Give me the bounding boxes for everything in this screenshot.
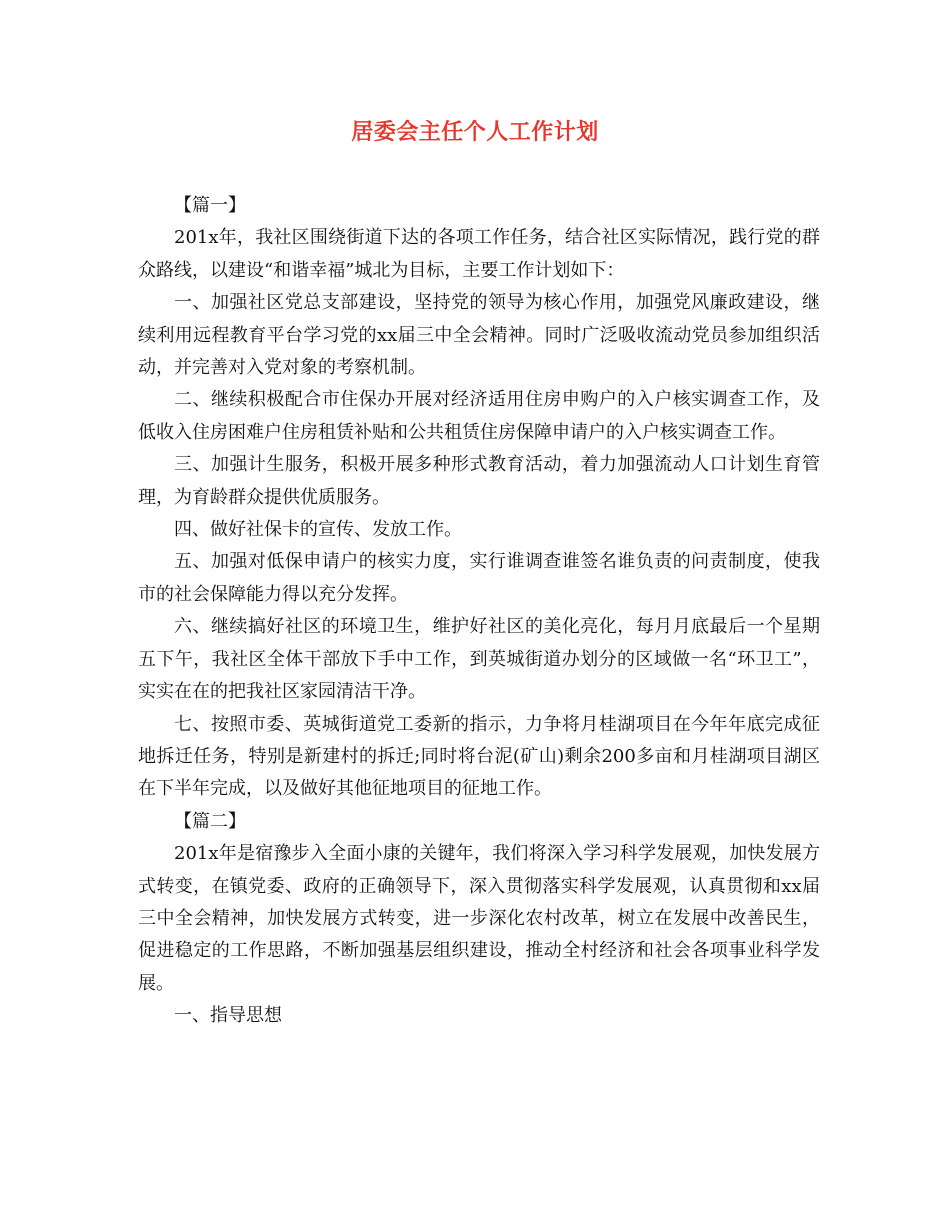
paragraph-item-1: 一、加强社区党总支部建设，坚持党的领导为核心作用，加强党风廉政建设，继续利用远程教育平台学习党的xx届三中全会精神。同时广泛吸收流动党员参加组织活动，并完善对入党对象的考察机制。: [138, 292, 820, 379]
paragraph-item-7: 七、按照市委、英城街道党工委新的指示，力争将月桂湖项目在今年年底完成征地拆迁任务，特别是新建村的拆迁;同时将台泥(矿山)剩余200多亩和月桂湖项目湖区在下半年完成，以及做好其他征地项目的征地工作。: [138, 713, 820, 800]
paragraph-item-4: 四、做好社保卡的宣传、发放工作。: [174, 519, 462, 541]
section-heading-1: 【篇一】: [174, 195, 246, 216]
paragraph-item-3: 三、加强计生服务，积极开展多种形式教育活动，着力加强流动人口计划生育管理，为育龄群众提供优质服务。: [138, 454, 820, 508]
paragraph-item-2: 二、继续积极配合市住保办开展对经济适用住房申购户的入户核实调查工作，及低收入住房困难户住房租赁补贴和公共租赁住房保障申请户的入户核实调查工作。: [138, 389, 820, 443]
paragraph-item-5: 五、加强对低保申请户的核实力度，实行谁调查谁签名谁负责的问责制度，使我市的社会保障能力得以充分发挥。: [138, 551, 820, 605]
paragraph-item-6: 六、继续搞好社区的环境卫生，维护好社区的美化亮化，每月月底最后一个星期五下午，我社区全体干部放下手中工作，到英城街道办划分的区域做一名“环卫工”，实实在在的把我社区家园清洁干净。: [138, 616, 820, 703]
subheading-guiding-thought: 一、指导思想: [174, 1005, 282, 1027]
section-heading-2: 【篇二】: [174, 810, 246, 832]
document-title: 居委会主任个人工作计划: [351, 120, 599, 145]
paragraph-intro-2: 201x年是宿豫步入全面小康的关键年，我们将深入学习科学发展观，加快发展方式转变，在镇党委、政府的正确领导下，深入贯彻落实科学发展观，认真贯彻和xx届三中全会精神，加快发展方式转变，进一步深化农村改革，树立在发展中改善民生，促进稳定的工作思路，不断加强基层组织建设，推动全村经济和社会各项事业科学发展。: [138, 843, 820, 994]
document-body: [138, 190, 820, 1033]
paragraph-intro-1: 201x年，我社区围绕街道下达的各项工作任务，结合社区实际情况，践行党的群众路线，以建设“和谐幸福”城北为目标，主要工作计划如下：: [138, 227, 820, 281]
